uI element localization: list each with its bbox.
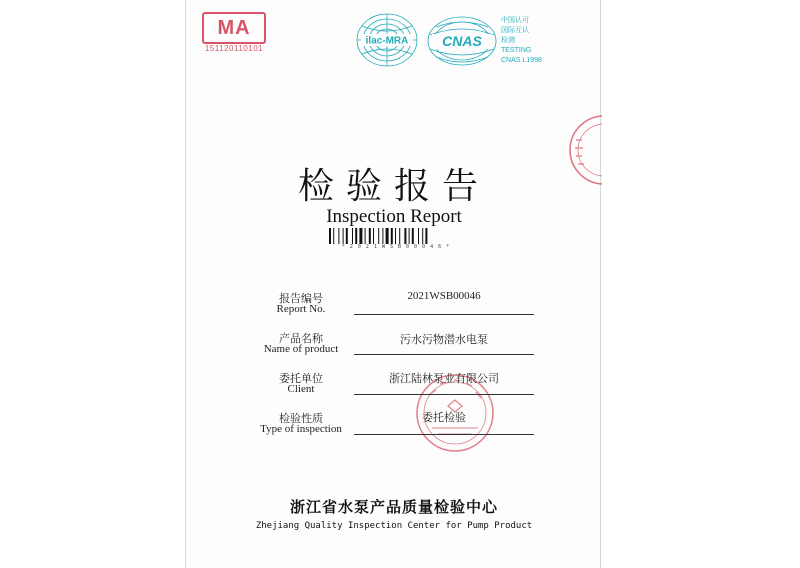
report-no-label-en: Report No.	[276, 303, 326, 315]
cnas-accreditation-text	[501, 16, 591, 66]
cnas-line: 国际互认	[501, 27, 529, 34]
cnas-seal-icon	[426, 15, 498, 67]
client-underline	[354, 394, 534, 395]
client-label-en: Client	[287, 383, 315, 395]
client-value: 浙江陆林泵业有限公司	[389, 372, 499, 385]
inspection-type-underline	[354, 434, 534, 435]
report-title-en: Inspection Report	[326, 206, 462, 227]
report-no-value: 2021WSB00046	[407, 290, 481, 302]
report-no-label-cn: 报告编号	[279, 292, 323, 305]
cnas-logo-text: CNAS	[442, 33, 482, 49]
report-page	[185, 0, 601, 568]
inspection-type-label-en: Type of inspection	[260, 423, 342, 435]
ma-certification-number: 151120110101	[204, 44, 264, 53]
ilac-mra-text: ilac-MRA	[365, 35, 409, 47]
barcode-text: * 2 0 2 1 W S B 0 0 0 4 6 *	[341, 244, 451, 250]
ma-certification-logo: MA	[202, 12, 266, 44]
report-barcode-icon	[329, 228, 463, 244]
cnas-line: CNAS L1998	[501, 57, 542, 64]
organization-name-en: Zhejiang Quality Inspection Center for Pump Product	[255, 521, 533, 531]
cnas-line: 检测	[501, 37, 515, 44]
product-name-label-en: Name of product	[263, 343, 339, 355]
ilac-mra-seal-icon	[354, 12, 420, 68]
report-no-underline	[354, 314, 534, 315]
inspection-type-label-cn: 检验性质	[279, 412, 323, 425]
client-label-cn: 委托单位	[279, 372, 323, 385]
cnas-line: TESTING	[501, 47, 532, 54]
product-name-label-cn: 产品名称	[279, 332, 323, 345]
cnas-line: 中国认可	[501, 17, 529, 24]
product-name-value: 污水污物潜水电泵	[400, 333, 488, 346]
product-name-underline	[354, 354, 534, 355]
report-title-cn: 检验报告	[297, 166, 490, 207]
inspection-type-value: 委托检验	[422, 411, 466, 424]
organization-name-cn: 浙江省水泵产品质量检验中心	[289, 498, 498, 516]
